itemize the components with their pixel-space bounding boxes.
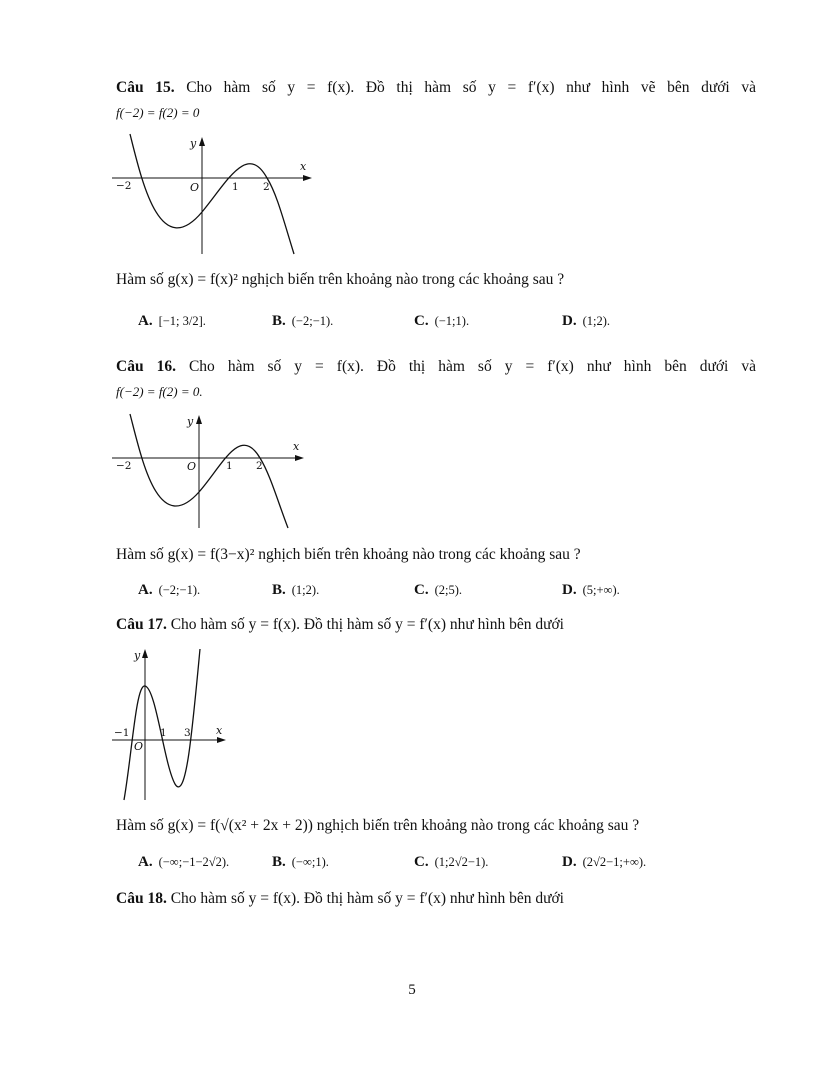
q16-choice-d: D. (5;+∞). xyxy=(562,582,620,598)
q16-choice-a: A. (−2;−1). xyxy=(138,582,201,598)
q15-choice-b: B. (−2;−1). xyxy=(272,313,334,329)
q17-x-arrow xyxy=(217,737,226,743)
q18-intro: Cho hàm số y = f(x). Đồ thị hàm số y = f′(x) như hình bên dưới xyxy=(170,890,564,907)
q15-choice-c: C. (−1;1). xyxy=(414,313,470,329)
q16-intro-line xyxy=(116,357,756,377)
q17-tick-3: 3 xyxy=(184,727,191,739)
q17-choice-d: D. (2√2−1;+∞). xyxy=(562,854,647,870)
q15-intro: Cho hàm số y = f(x). Đồ thị hàm số y = f′(x) như hình vẽ bên dưới và xyxy=(186,79,756,96)
q17-tick-1: 1 xyxy=(160,727,167,739)
q18-intro-line xyxy=(116,889,756,909)
q16-label: Câu 16. xyxy=(116,358,176,375)
q16-choice-b: B. (1;2). xyxy=(272,582,320,598)
q17-curve xyxy=(124,649,200,800)
q17-y-label: y xyxy=(134,649,141,662)
q16-origin-label: O xyxy=(187,460,197,473)
q17-origin-label: O xyxy=(134,740,144,753)
q15-question: Hàm số g(x) = f(x)² nghịch biến trên khoảng nào trong các khoảng sau ? xyxy=(116,271,565,288)
q17-choice-b: B. (−∞;1). xyxy=(272,854,329,870)
q17-label: Câu 17. xyxy=(116,616,167,633)
q17-question: Hàm số g(x) = f(√(x² + 2x + 2)) nghịch biến trên khoảng nào trong các khoảng sau ? xyxy=(116,817,640,834)
q15-graph xyxy=(112,132,322,258)
q17-intro: Cho hàm số y = f(x). Đồ thị hàm số y = f′(x) như hình bên dưới xyxy=(170,616,564,633)
q18-label: Câu 18. xyxy=(116,890,167,907)
q15-label: Câu 15. xyxy=(116,79,175,96)
q15-condition: f(−2) = f(2) = 0 xyxy=(116,105,200,120)
q16-y-arrow xyxy=(196,415,202,424)
q15-x-arrow xyxy=(303,175,312,181)
q16-x-label: x xyxy=(293,440,300,453)
q15-x-label: x xyxy=(300,160,307,173)
q16-y-label: y xyxy=(187,415,194,428)
q16-tick-1: 1 xyxy=(226,460,233,472)
q15-choice-d: D. (1;2). xyxy=(562,313,611,329)
q16-tick-2: 2 xyxy=(256,460,263,472)
q16-question: Hàm số g(x) = f(3−x)² nghịch biến trên khoảng nào trong các khoảng sau ? xyxy=(116,546,581,563)
q15-choice-a: A. [−1; 3/2]. xyxy=(138,313,206,329)
q17-x-label: x xyxy=(216,724,223,737)
q17-y-arrow xyxy=(142,649,148,658)
q16-choices xyxy=(138,582,738,604)
q17-choices xyxy=(138,854,738,876)
page-number: 5 xyxy=(408,982,416,998)
q15-intro-line xyxy=(116,78,756,98)
q16-x-arrow xyxy=(295,455,304,461)
q16-curve xyxy=(130,414,288,528)
q16-intro: Cho hàm số y = f(x). Đồ thị hàm số y = f′(x) như hình bên dưới và xyxy=(188,358,756,375)
q15-tick-2: 2 xyxy=(263,181,270,193)
q15-y-label: y xyxy=(190,137,197,150)
q16-condition: f(−2) = f(2) = 0. xyxy=(116,384,203,399)
q16-graph xyxy=(112,410,312,532)
q15-y-arrow xyxy=(199,137,205,146)
q15-choices xyxy=(138,313,738,335)
q17-tick-minus1: −1 xyxy=(114,727,130,739)
q15-curve xyxy=(130,134,294,254)
q17-intro-line xyxy=(116,615,756,635)
q16-choice-c: C. (2;5). xyxy=(414,582,463,598)
q17-choice-a: A. (−∞;−1−2√2). xyxy=(138,854,230,870)
q17-choice-c: C. (1;2√2−1). xyxy=(414,854,489,870)
q16-tick-minus2: −2 xyxy=(116,460,132,472)
q17-graph xyxy=(112,644,234,804)
q15-tick-1: 1 xyxy=(232,181,239,193)
q15-origin-label: O xyxy=(190,181,200,194)
q15-tick-minus2: −2 xyxy=(116,180,132,192)
